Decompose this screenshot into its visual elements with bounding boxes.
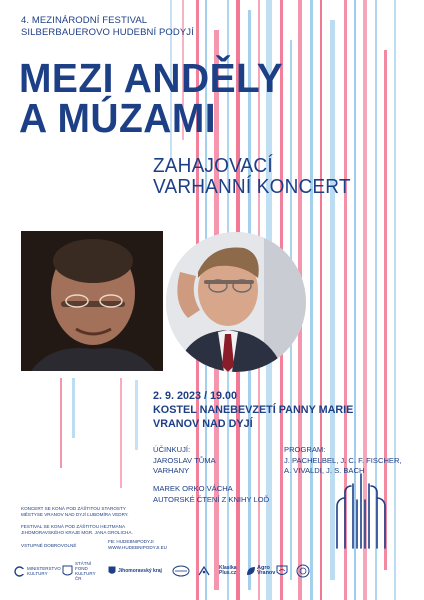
performer-name: JAROSLAV TŮMA (153, 455, 216, 465)
organ-pipes-icon (333, 470, 389, 550)
main-title-line-2: A MÚZAMI (19, 95, 217, 141)
klasika-logo (219, 562, 239, 580)
patron-note-mayor-line-1: KONCERT SE KONÁ POD ZÁŠTITOU STAROSTY (21, 506, 126, 511)
website-link[interactable]: WWW.HUDEBNIPODYJI.EU (108, 545, 167, 550)
fund-logo (62, 562, 101, 580)
decorative-stripe (72, 378, 75, 438)
ministry-logo (14, 562, 61, 580)
performers-heading: ÚČINKUJÍ: (153, 445, 191, 454)
town-logo (296, 562, 310, 580)
dyje-crest-icon (276, 565, 288, 578)
decorative-stripe (320, 0, 322, 600)
town-seal-icon (296, 564, 310, 578)
reader-name: MAREK ORKO VÁCHA (153, 484, 233, 493)
agro-leaf-icon (246, 566, 256, 576)
event-venue: KOSTEL NANEBEVZETÍ PANNY MARIE (153, 404, 354, 416)
performer-photo (21, 231, 163, 371)
decorative-stripe (310, 0, 313, 600)
vranov-logo (197, 562, 211, 580)
main-title (19, 55, 284, 141)
vranov-emblem-icon (197, 565, 211, 577)
concert-subtitle (153, 156, 351, 198)
region-label: Jihomoravský kraj (118, 567, 162, 574)
reading-description: AUTORSKÉ ČTENÍ Z KNIHY LOĎ (153, 494, 270, 504)
klasika-label: Klasika Plus.cz (219, 565, 237, 576)
subtitle-line-2: VARHANNÍ KONCERT (153, 176, 351, 198)
decorative-stripe (394, 0, 396, 600)
festival-title: SILBERBAUEROVO HUDEBNÍ PODYJÍ (21, 27, 194, 38)
festival-edition: 4. MEZINÁRODNÍ FESTIVAL (21, 15, 148, 26)
entry-note: VSTUPNÉ DOBROVOLNÉ (21, 543, 77, 548)
event-town: VRANOV NAD DYJÍ (153, 418, 253, 430)
agro-label: Agro Vranov (257, 565, 276, 576)
event-info (153, 389, 353, 431)
performer-role: VARHANY (153, 466, 190, 475)
reader-photo (166, 232, 306, 372)
program-line-1: J. PACHELBEL, J. C. F. FISCHER, (284, 455, 402, 465)
main-title-line-1: MEZI ANDĚLY (19, 55, 284, 101)
festival-name (21, 15, 194, 39)
subtitle-line-1: ZAHAJOVACÍ (153, 155, 273, 177)
writer-portrait-illustration (166, 232, 306, 372)
fund-crest-icon (62, 565, 73, 578)
ministry-icon (14, 566, 25, 577)
agro-logo (246, 562, 277, 580)
fund-label: STÁTNÍ FOND KULTURY ČR (75, 561, 96, 581)
facebook-link[interactable]: FB: HUDEBNIPODYJI (108, 539, 154, 544)
sponsor-logos (14, 562, 314, 580)
reading-block (153, 484, 269, 505)
region-crest-icon (108, 566, 116, 576)
contact-block (108, 539, 167, 551)
event-datetime: 2. 9. 2023 / 19.00 (153, 390, 238, 402)
patron-note-mayor-line-2: MĚSTYSE VRANOV NAD DYJÍ ĽUBOMÍRA VEDRY. (21, 512, 129, 517)
organist-portrait-illustration (21, 231, 163, 371)
program-heading: PROGRAM: (284, 445, 326, 454)
dyje-logo (276, 562, 288, 580)
club-logo (172, 562, 190, 580)
patron-note-governor-line-2: JIHOMORAVSKÉHO KRAJE MGR. JANA GROLICHA. (21, 530, 133, 535)
decorative-stripe (120, 378, 122, 488)
patron-note-mayor (21, 506, 129, 518)
ministry-label: MINISTERSTVO KULTURY (27, 566, 61, 576)
club-emblem-icon (172, 565, 190, 577)
patron-note-governor-line-1: FESTIVAL SE KONÁ POD ZÁŠTITOU HEJTMANA (21, 524, 126, 529)
decorative-stripe (60, 378, 62, 468)
performers-block (153, 445, 216, 477)
program-line-2: A. VIVALDI, J. S. BACH (284, 466, 365, 475)
region-logo (108, 562, 162, 580)
patron-note-governor (21, 524, 133, 536)
decorative-stripe (135, 380, 138, 450)
